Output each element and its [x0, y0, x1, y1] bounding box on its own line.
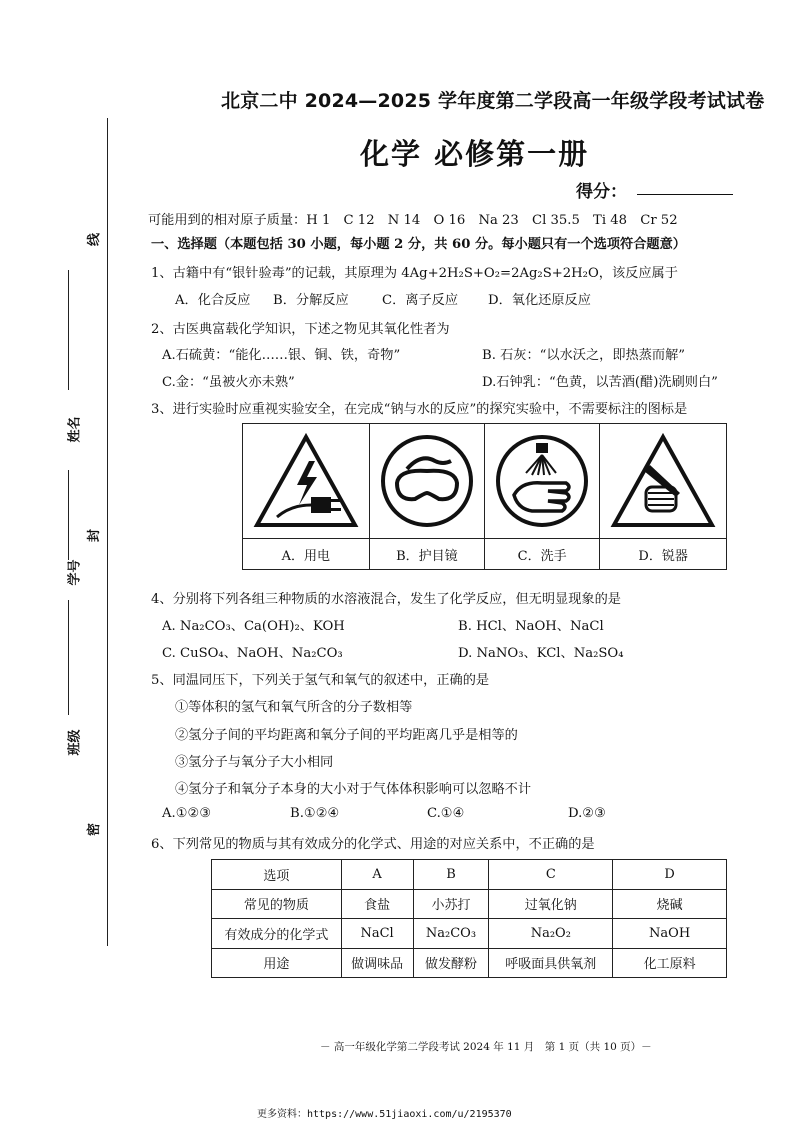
q1-option-d: D．氧化还原反应	[488, 293, 591, 308]
table-cell: Na₂O₂	[489, 919, 613, 949]
q5-option-c: C.①④	[427, 806, 465, 821]
q6-stem: 6、下列常见的物质与其有效成分的化学式、用途的对应关系中，不正确的是	[151, 837, 595, 852]
class-blank	[68, 600, 70, 715]
q1-option-a: A．化合反应	[175, 293, 251, 308]
section-heading: 一、选择题（本题包括 30 小题，每小题 2 分，共 60 分。每小题只有一个选项符合题意）	[151, 237, 686, 252]
side-class-label: 班级	[67, 729, 83, 756]
score-blank	[637, 194, 733, 195]
q5-option-a: A.①②③	[162, 806, 212, 821]
electricity-icon	[251, 431, 361, 531]
table-cell: 常见的物质	[212, 889, 342, 919]
table-row	[212, 889, 727, 919]
table-cell: 呼吸面具供氧剂	[489, 948, 613, 978]
side-student-no-label: 学号	[67, 559, 83, 586]
side-seal-char: 封	[87, 528, 103, 543]
q5-stem: 5、同温同压下，下列关于氢气和氧气的叙述中，正确的是	[151, 673, 490, 688]
q4-option-b: B. HCl、NaOH、NaCl	[458, 619, 604, 634]
handwash-pictogram-cell	[484, 424, 599, 539]
table-cell: B	[413, 860, 489, 890]
q3-option-c: C．洗手	[484, 539, 599, 570]
q3-option-b: B．护目镜	[369, 539, 484, 570]
q2-option-b: B. 石灰：“以水沃之，即热蒸而解”	[482, 348, 685, 363]
table-cell: 做发酵粉	[413, 948, 489, 978]
q4-option-a: A. Na₂CO₃、Ca(OH)₂、KOH	[162, 619, 345, 634]
table-cell: 烧碱	[613, 889, 727, 919]
page-footer: － 高一年级化学第二学段考试 2024 年 11 月 第 1 页（共 10 页）－	[320, 1041, 652, 1053]
q3-option-a: A．用电	[243, 539, 370, 570]
q2-option-a: A.石硫黄：“能化……银、铜、铁，奇物”	[162, 348, 401, 363]
binding-line	[107, 118, 108, 946]
q6-table	[211, 859, 727, 978]
q1-stem: 1、古籍中有“银针验毒”的记载，其原理为 4Ag+2H₂S+O₂=2Ag₂S+2H₂O，该反应属于	[151, 266, 678, 281]
q4-stem: 4、分别将下列各组三种物质的水溶液混合，发生了化学反应，但无明显现象的是	[151, 592, 621, 607]
q3-stem: 3、进行实验时应重视实验安全，在完成“钠与水的反应”的探究实验中，不需要标注的图标是	[151, 402, 688, 417]
table-row	[212, 948, 727, 978]
name-blank	[68, 270, 70, 390]
goggles-pictogram-cell	[369, 424, 484, 539]
table-cell: A	[341, 860, 413, 890]
table-cell: NaCl	[341, 919, 413, 949]
knife-icon	[608, 431, 718, 531]
q5-statement-2: ②氢分子间的平均距离和氧分子间的平均距离几乎是相等的	[175, 728, 518, 743]
q4-option-d: D. NaNO₃、KCl、Na₂SO₄	[458, 646, 624, 661]
sharp-pictogram-cell	[600, 424, 727, 539]
side-name-label: 姓名	[67, 416, 83, 443]
table-cell: 食盐	[341, 889, 413, 919]
electricity-pictogram-cell	[243, 424, 370, 539]
table-cell: 小苏打	[413, 889, 489, 919]
side-secret-char: 密	[87, 822, 103, 837]
side-line-char: 线	[87, 232, 103, 247]
table-cell: C	[489, 860, 613, 890]
subject-title: 化学 必修第一册	[360, 137, 590, 171]
student-no-blank	[68, 470, 70, 560]
goggles-icon	[377, 431, 477, 531]
q5-statement-1: ①等体积的氢气和氧气所含的分子数相等	[175, 700, 413, 715]
q2-option-d: D.石钟乳：“色黄，以苦酒(醋)洗刷则白”	[482, 375, 718, 390]
table-cell: D	[613, 860, 727, 890]
q5-statement-3: ③氢分子与氧分子大小相同	[175, 755, 334, 770]
resource-link-note[interactable]: 更多资料：https://www.51jiaoxi.com/u/2195370	[257, 1109, 512, 1120]
atomic-masses: 可能用到的相对原子质量：H 1 C 12 N 14 O 16 Na 23 Cl 35.5 Ti 48 Cr 52	[148, 213, 678, 228]
table-cell: NaOH	[613, 919, 727, 949]
q4-option-c: C. CuSO₄、NaOH、Na₂CO₃	[162, 646, 343, 661]
score-label: 得分：	[576, 182, 627, 202]
table-row	[212, 860, 727, 890]
q3-icon-table	[242, 423, 727, 570]
table-cell: 选项	[212, 860, 342, 890]
table-cell: 用途	[212, 948, 342, 978]
q1-option-b: B．分解反应	[273, 293, 349, 308]
q2-option-c: C.金：“虽被火亦未熟”	[162, 375, 295, 390]
table-cell: 做调味品	[341, 948, 413, 978]
q5-option-b: B.①②④	[290, 806, 340, 821]
q5-option-d: D.②③	[568, 806, 606, 821]
table-cell: 有效成分的化学式	[212, 919, 342, 949]
handwash-icon	[492, 431, 592, 531]
table-cell: Na₂CO₃	[413, 919, 489, 949]
table-cell: 化工原料	[613, 948, 727, 978]
table-row	[212, 919, 727, 949]
q3-option-d: D．锐器	[600, 539, 727, 570]
table-cell: 过氧化钠	[489, 889, 613, 919]
q2-stem: 2、古医典富载化学知识，下述之物见其氧化性者为	[151, 322, 450, 337]
q1-option-c: C．离子反应	[382, 293, 459, 308]
q5-statement-4: ④氢分子和氧分子本身的大小对于气体体积影响可以忽略不计	[175, 782, 532, 797]
exam-title: 北京二中 2024—2025 学年度第二学段高一年级学段考试试卷	[221, 90, 765, 112]
